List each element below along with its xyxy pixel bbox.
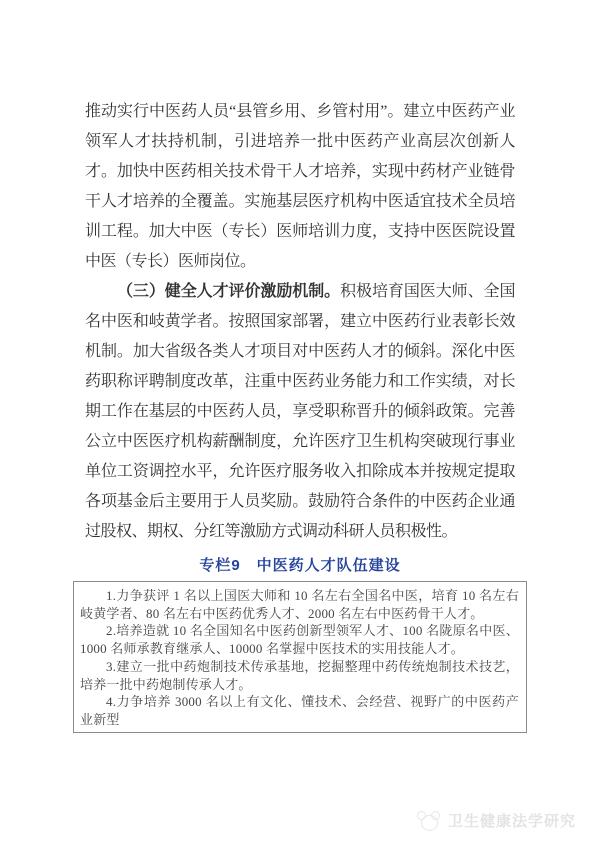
column-item-2: 2.培养造就 10 名全国知名中医药创新型领军人才、100 名陇原名中医、1000 名师承教育继承人、10000 名掌握中医技术的实用技能人才。 xyxy=(80,623,519,657)
column-9-title: 专栏9 中医药人才队伍建设 xyxy=(199,557,401,574)
panda-logo-icon xyxy=(416,811,442,831)
column-item-4: 4.力争培养 3000 名以上有文化、懂技术、会经营、视野广的中医药产业新型 xyxy=(80,694,519,727)
paragraph-continuation: 推动实行中医药人员“县管乡用、乡管村用”。建立中医药产业领军人才扶持机制，引进培养一批中医药产业高层次创新人才。加快中医药相关技术骨干人才培养，实现中药材产业链骨干人才培养的全覆盖。实施基层医疗机构中医适宜技术全员培训工程。加大中医（专长）医师培训力度，支持中医医院设置中医（专长）医师岗位。 xyxy=(85,103,515,270)
paragraph-section-3 xyxy=(85,277,515,547)
watermark-text: 卫生健康法学研究 xyxy=(447,813,576,830)
body-text-block xyxy=(85,97,515,547)
section-body-inline: 积极培育国医大师、全国名中医和岐黄学者。按照国家部署，建立中医药行业表彰长效机制。加大省级各类人才项目对中医药人才的倾斜。深化中医药职称评聘制度改革，注重中医药业务能力和工作实绩，对长期工作在基层的中医药人员，享受职称晋升的倾斜政策。完善公立中医医疗机构薪酬制度，允许医疗卫生机构突破现行事业单位工资调控水平，允许医疗服务收入扣除成本并按规定提取各项基金后主要用于人员奖励。鼓励符合条件的中医药企业通过股权、期权、分红等激励方式调动科研人员积极性。 xyxy=(85,283,515,540)
column-item-3: 3.建立一批中药炮制技术传承基地，挖掘整理中药传统炮制技术技艺，培养一批中药炮制传承人才。 xyxy=(80,658,519,692)
column-item-1: 1.力争获评 1 名以上国医大师和 10 名左右全国名中医，培育 10 名左右岐黄学者、80 名左右中医药优秀人才、2000 名左右中医药骨干人才。 xyxy=(80,588,519,621)
watermark xyxy=(416,810,576,831)
section-heading-inline: （三）健全人才评价激励机制。 xyxy=(117,283,341,300)
column-9-box xyxy=(73,581,527,733)
logo-head xyxy=(421,815,438,831)
